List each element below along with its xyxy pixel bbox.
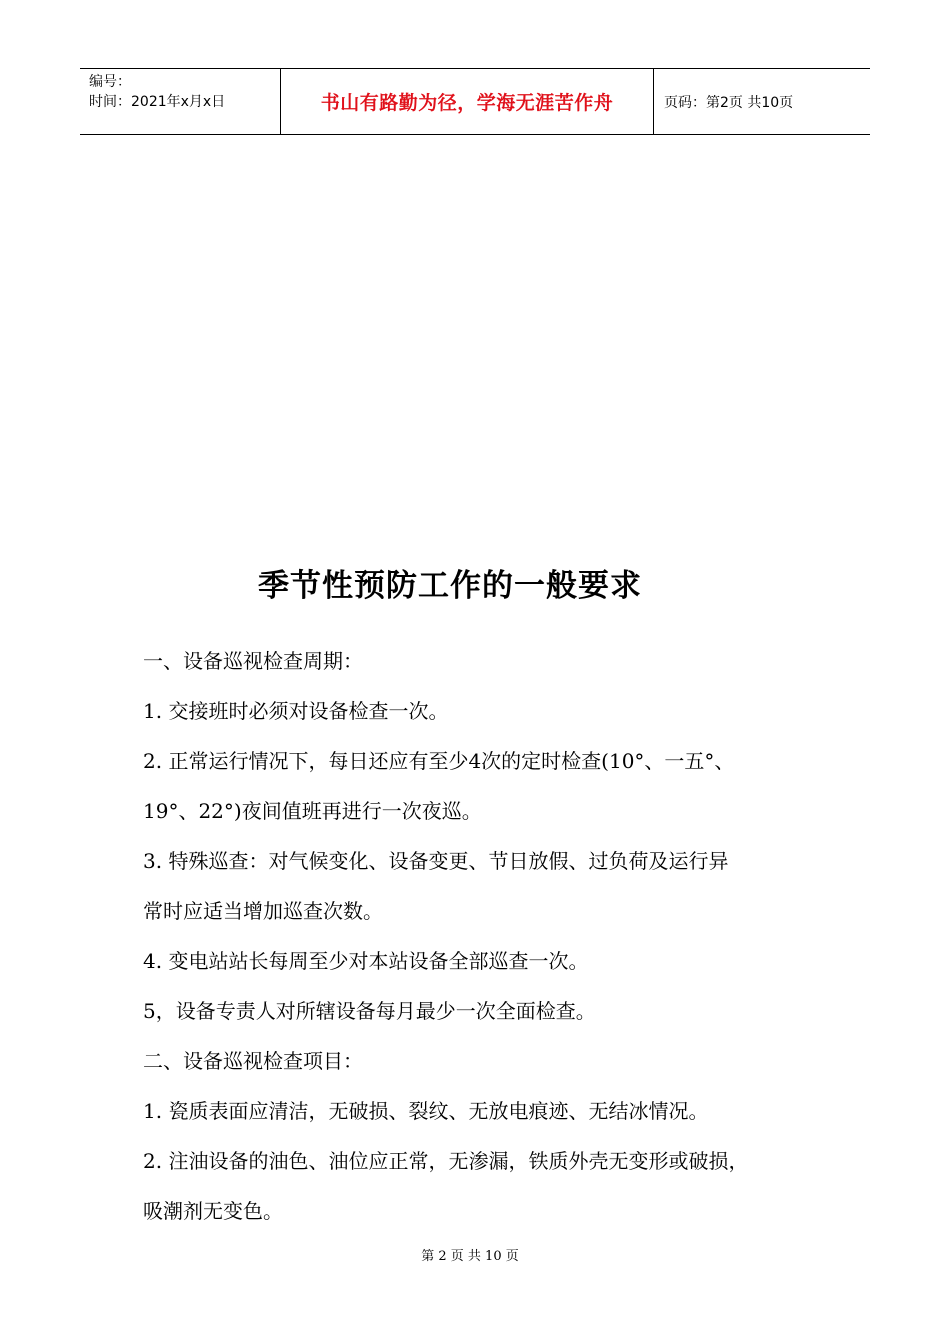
header-motto-cell <box>281 69 654 134</box>
document-body <box>143 636 843 1236</box>
page-code: 页码：第2页 共10页 <box>664 94 794 111</box>
page-footer: 第 2 页 共 10 页 <box>421 1249 519 1264</box>
header-meta <box>80 69 281 134</box>
time-label: 时间：2021年x月x日 <box>89 94 226 110</box>
paragraph: 1. 瓷质表面应清洁，无破损、裂纹、无放电痕迹、无结冰情况。 <box>143 1099 709 1123</box>
header-page-cell <box>654 69 870 134</box>
paragraph: 一、设备巡视检查周期： <box>143 649 363 673</box>
document-title: 季节性预防工作的一般要求 <box>258 568 642 604</box>
paragraph: 二、设备巡视检查项目： <box>143 1049 363 1073</box>
paragraph: 吸潮剂无变色。 <box>143 1199 283 1223</box>
paragraph: 3. 特殊巡查：对气候变化、设备变更、节日放假、过负荷及运行异 <box>143 849 729 873</box>
page-header <box>80 68 870 135</box>
paragraph: 2. 正常运行情况下，每日还应有至少4次的定时检查(10°、一五°、 <box>143 749 735 773</box>
paragraph: 2. 注油设备的油色、油位应正常，无渗漏，铁质外壳无变形或破损， <box>143 1149 749 1173</box>
paragraph: 1. 交接班时必须对设备检查一次。 <box>143 699 449 723</box>
paragraph: 5，设备专责人对所辖设备每月最少一次全面检查。 <box>143 999 596 1023</box>
paragraph: 常时应适当增加巡查次数。 <box>143 899 383 923</box>
number-label: 编号： <box>89 74 131 90</box>
paragraph: 4. 变电站站长每周至少对本站设备全部巡查一次。 <box>143 949 589 973</box>
paragraph: 19°、22°)夜间值班再进行一次夜巡。 <box>143 799 482 823</box>
motto-text: 书山有路勤为径，学海无涯苦作舟 <box>320 92 614 114</box>
